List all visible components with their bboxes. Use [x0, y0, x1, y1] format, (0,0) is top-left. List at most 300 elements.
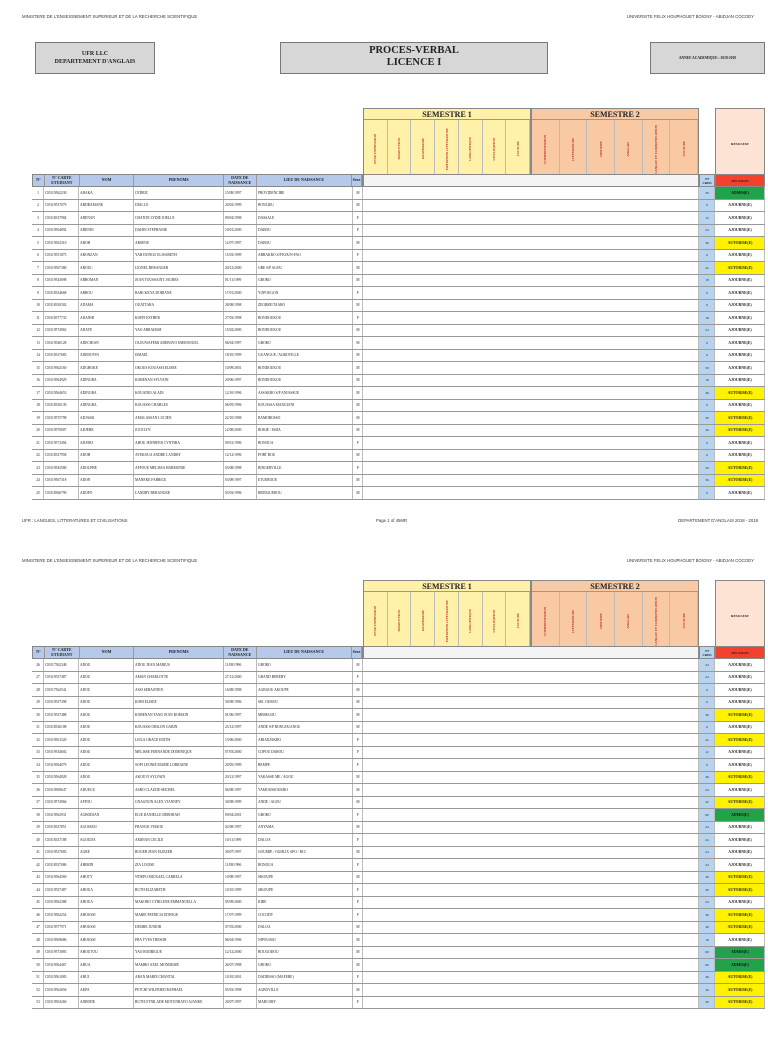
birth-date: 12/07/1997: [224, 237, 257, 249]
decision-badge: AJOURNE(E): [715, 659, 765, 671]
student-name: ADON: [79, 475, 134, 487]
total-credits: 18: [699, 375, 715, 387]
grades-cell: [363, 834, 699, 846]
table-row: [32, 834, 765, 847]
birth-date: 20/07/1997: [224, 997, 257, 1009]
birth-date: 06/05/1996: [224, 400, 257, 412]
decision-badge: AJOURNE(E): [715, 450, 765, 462]
birth-date: 09/01/1996: [224, 437, 257, 449]
student-sex: M: [353, 425, 363, 437]
student-card-number: CI0119564569: [44, 872, 79, 884]
birth-place: NIPOUSSO: [257, 934, 353, 946]
decision-badge: ADMIS(E): [715, 947, 765, 959]
semestre-1-header: SEMESTRE 1 UPNR EXPRESSION TRADUCTION GRAMMAIRE INITIATION LITTERATURE LINGUISTIQUE CIVILISATION CULTURE: [363, 108, 531, 178]
header-ministry: MINISTERE DE L'ENSEIGNEMENT SUPERIEUR ET DE LA RECHERCHE SCIENTIFIQUE: [22, 558, 198, 563]
birth-place: COPOU DAROU: [257, 747, 353, 759]
row-number: 6: [32, 250, 44, 262]
row-number: 48: [32, 934, 44, 946]
student-name: ADJOBI: [79, 437, 134, 449]
total-credits: 0: [699, 250, 715, 262]
decision-badge: AJOURNE(E): [715, 847, 765, 859]
student-sex: M: [353, 684, 363, 696]
subject-column: [435, 592, 459, 650]
row-number: 17: [32, 387, 44, 399]
student-sex: M: [353, 362, 363, 374]
student-name: ABROU: [79, 287, 134, 299]
student-name: ADINGRA: [79, 400, 134, 412]
student-sex: M: [353, 350, 363, 362]
student-firstnames: AMAN CHARLOTTE: [134, 672, 224, 684]
subject-column: [483, 592, 507, 650]
grades-cell: [363, 287, 699, 299]
grades-cell: [363, 400, 699, 412]
table-row: [32, 922, 765, 935]
student-card-number: CI0118334668: [44, 287, 79, 299]
student-firstnames: CEDRIC: [134, 187, 224, 199]
student-sex: M: [353, 784, 363, 796]
birth-date: 09/04/2001: [224, 809, 257, 821]
row-number: 39: [32, 822, 44, 834]
student-firstnames: KOBI ELISEE: [134, 697, 224, 709]
row-number: 37: [32, 797, 44, 809]
birth-place: AGBAOU AKOUPE: [257, 684, 353, 696]
decision-badge: AJOURNE(E): [715, 212, 765, 224]
decision-badge: AUTORISE(E): [715, 237, 765, 249]
student-firstnames: PETCHI WILFRIED RAPHAEL: [134, 984, 224, 996]
total-credits: 36: [699, 872, 715, 884]
student-sex: F: [353, 759, 363, 771]
student-firstnames: OUATTARA: [134, 300, 224, 312]
subject-label: LANGUE ET COMMUNICATION: [654, 596, 659, 646]
student-card-number: CI0119562160: [44, 362, 79, 374]
table-row: [32, 822, 765, 835]
student-firstnames: KOBENAN TANO JEAN ROMAIN: [134, 709, 224, 721]
footer-page: Page 1 of 45MR: [376, 518, 408, 523]
row-number: 15: [32, 362, 44, 374]
total-credits: 24: [699, 822, 715, 834]
decision-badge: AJOURNE(E): [715, 275, 765, 287]
student-sex: F: [353, 437, 363, 449]
student-firstnames: AMALASSAN LUCIEN: [134, 412, 224, 424]
total-credits: 60: [699, 809, 715, 821]
birth-place: MARCORY: [257, 997, 353, 1009]
table-row: [32, 947, 765, 960]
decision-badge: AJOURNE(E): [715, 250, 765, 262]
total-credits: 36: [699, 909, 715, 921]
student-sex: F: [353, 884, 363, 896]
student-card-number: CI0119569647: [44, 784, 79, 796]
table-row: [32, 859, 765, 872]
subject-column: [459, 592, 483, 650]
student-firstnames: RUTH OTNILADE MOTUNRAYO AJANKE: [134, 997, 224, 1009]
birth-date: 10/08/1997: [224, 872, 257, 884]
row-number: 35: [32, 772, 44, 784]
student-sex: M: [353, 487, 363, 499]
student-name: AHUA: [79, 959, 134, 971]
student-sex: F: [353, 997, 363, 1009]
total-credits: 36: [699, 984, 715, 996]
birth-place: YOPOUGON: [257, 287, 353, 299]
grades-cell: [363, 997, 699, 1009]
student-firstnames: AMINAN CECILE: [134, 834, 224, 846]
decision-badge: ADMIS(E): [715, 809, 765, 821]
subject-label: INITIATION LITTERATURE: [444, 599, 449, 643]
birth-place: BONDOUKOU: [257, 325, 353, 337]
birth-date: 25/12/1997: [224, 722, 257, 734]
birth-date: 20/02/1999: [224, 200, 257, 212]
total-credits: 36: [699, 997, 715, 1009]
birth-place: ABIADJAKRO: [257, 734, 353, 746]
birth-date: 05/03/1998: [224, 984, 257, 996]
subject-column: [388, 120, 412, 178]
student-name: AHOUA: [79, 884, 134, 896]
grades-cell: [363, 250, 699, 262]
student-sex: M: [353, 959, 363, 971]
grades-cell: [363, 337, 699, 349]
decision-badge: AUTORISE(E): [715, 997, 765, 1009]
student-sex: F: [353, 250, 363, 262]
student-card-number: CI0119543698: [44, 275, 79, 287]
student-card-number: CI0119562931: [44, 809, 79, 821]
row-number: 49: [32, 947, 44, 959]
table-row: [32, 387, 765, 400]
row-number: 14: [32, 350, 44, 362]
student-sex: F: [353, 859, 363, 871]
row-number: 5: [32, 237, 44, 249]
student-card-number: CI0118377733: [44, 312, 79, 324]
student-card-number: CI0119562388: [44, 897, 79, 909]
student-name: ADOU: [79, 759, 134, 771]
decision-badge: AJOURNE(E): [715, 897, 765, 909]
subject-column: [483, 120, 507, 178]
birth-date: 10/11/1999: [224, 834, 257, 846]
grades-cell: [363, 759, 699, 771]
total-credits: 24: [699, 659, 715, 671]
grades-cell: [363, 722, 699, 734]
student-name: ADGHOKE: [79, 362, 134, 374]
birth-date: 06/08/1997: [224, 784, 257, 796]
row-number: 24: [32, 475, 44, 487]
grades-cell: [363, 237, 699, 249]
grades-cell: [363, 659, 699, 671]
total-credits: 36: [699, 972, 715, 984]
birth-date: 20/12/1997: [224, 772, 257, 784]
row-number: 41: [32, 847, 44, 859]
table-row: [32, 487, 765, 500]
student-name: AKPA: [79, 984, 134, 996]
student-name: ADOU: [79, 672, 134, 684]
student-firstnames: KOUADIO ALAIN: [134, 387, 224, 399]
decision-badge: AJOURNE(E): [715, 375, 765, 387]
birth-place: YAKASSE ME / AGOU: [257, 772, 353, 784]
row-number: 52: [32, 984, 44, 996]
table-row: [32, 212, 765, 225]
decision-badge: AJOURNE(E): [715, 287, 765, 299]
table-body: [32, 187, 765, 500]
student-card-number: CI0119561320: [44, 734, 79, 746]
birth-date: 10/10/2001: [224, 972, 257, 984]
table-row: [32, 362, 765, 375]
birth-date: 27/03/1998: [224, 312, 257, 324]
row-number: 21: [32, 437, 44, 449]
birth-date: 18/10/1999: [224, 350, 257, 362]
birth-place: ZEGBRE/TAABO: [257, 300, 353, 312]
birth-date: 10/01/2000: [224, 225, 257, 237]
subject-label: LINGUISTIQUE: [468, 609, 473, 633]
birth-place: ANYAMA: [257, 822, 353, 834]
table-row: [32, 659, 765, 672]
student-firstnames: LIONEL BERANGER: [134, 262, 224, 274]
birth-date: 05/09/2000: [224, 897, 257, 909]
subject-label: TRADUCTION: [397, 138, 402, 160]
student-sex: M: [353, 697, 363, 709]
student-card-number: CI0119561083: [44, 972, 79, 984]
student-firstnames: ROGER JEAN ELIEZER: [134, 847, 224, 859]
row-number: 44: [32, 884, 44, 896]
student-firstnames: YAO ABRAHAM: [134, 325, 224, 337]
total-credits: 36: [699, 922, 715, 934]
table-row: [32, 897, 765, 910]
student-card-number: CI0118337683: [44, 350, 79, 362]
birth-place: DABOU: [257, 225, 353, 237]
student-sex: M: [353, 387, 363, 399]
student-card-number: CI0119570007: [44, 425, 79, 437]
grades-cell: [363, 200, 699, 212]
total-credits: 0: [699, 722, 715, 734]
table-row: [32, 759, 765, 772]
grades-cell: [363, 225, 699, 237]
grades-cell: [363, 387, 699, 399]
tt-cred-header: TT CRED: [699, 646, 715, 659]
total-credits: 30: [699, 362, 715, 374]
subject-label: COMPREHENSION: [543, 606, 548, 636]
student-name: ADOU: [79, 772, 134, 784]
total-credits: 36: [699, 475, 715, 487]
birth-place: AGBOVILLE: [257, 984, 353, 996]
student-name: ADJASSI: [79, 412, 134, 424]
total-credits: 6: [699, 684, 715, 696]
birth-place: GBORO: [257, 337, 353, 349]
student-card-number: CI0119537487: [44, 884, 79, 896]
student-name: ADOH: [79, 450, 134, 462]
student-firstnames: BARCKKYA DORIANE: [134, 287, 224, 299]
birth-place: GOUMIE / OGHLIX APO / RCI: [257, 847, 353, 859]
page-2: [0, 544, 768, 1056]
student-card-number: CI0119564892: [44, 225, 79, 237]
subject-column: [560, 592, 588, 650]
student-firstnames: CHANTE LYDIE JOELLE: [134, 212, 224, 224]
student-card-number: CI0119574963: [44, 325, 79, 337]
student-name: ADOLPHE: [79, 462, 134, 474]
grades-cell: [363, 872, 699, 884]
table-row: [32, 772, 765, 785]
grades-cell: [363, 822, 699, 834]
student-card-number: CI0119540128: [44, 337, 79, 349]
student-name: AHOUSSI: [79, 934, 134, 946]
student-firstnames: SOPI LEONIE MARIE LORRAINE: [134, 759, 224, 771]
student-name: AHOUSSI: [79, 909, 134, 921]
grades-cell: [363, 462, 699, 474]
total-credits: 36: [699, 387, 715, 399]
student-card-number: CI0119567380: [44, 262, 79, 274]
decision-badge: AUTORISE(E): [715, 462, 765, 474]
birth-place: SEL OUROU: [257, 697, 353, 709]
row-number: 29: [32, 697, 44, 709]
student-firstnames: OKOUS KOUASSI ELISEE: [134, 362, 224, 374]
decision-badge: AUTORISE(E): [715, 387, 765, 399]
decision-badge: AJOURNE(E): [715, 400, 765, 412]
table-row: [32, 734, 765, 747]
subject-label: CULTURE: [681, 613, 686, 629]
birth-date: 01/06/1997: [224, 709, 257, 721]
birth-date: 15/02/2000: [224, 325, 257, 337]
student-name: ADOU: [79, 747, 134, 759]
decision-badge: AJOURNE(E): [715, 225, 765, 237]
grades-cell: [363, 847, 699, 859]
student-card-number: CI0118337086: [44, 859, 79, 871]
total-credits: 30: [699, 462, 715, 474]
total-credits: 42: [699, 734, 715, 746]
student-sex: M: [353, 934, 363, 946]
grades-cell: [363, 672, 699, 684]
notes-subheader: [363, 174, 699, 187]
table-header: N° N° CARTE ETUDIANT NOM PRENOMS DATE DE NAISSANCE LIEU DE NAISSANCE Sexe: [32, 646, 363, 659]
row-number: 46: [32, 909, 44, 921]
decision-badge: AUTORISE(E): [715, 922, 765, 934]
total-credits: 12: [699, 747, 715, 759]
row-number: 13: [32, 337, 44, 349]
student-name: ABAKA: [79, 187, 134, 199]
total-credits: 12: [699, 212, 715, 224]
decision-badge: AJOURNE(E): [715, 672, 765, 684]
footer-department: DEPARTEMENT D'ANGLAIS 2018 - 2019: [678, 518, 758, 523]
student-name: ADOU: [79, 659, 134, 671]
grades-cell: [363, 859, 699, 871]
grades-cell: [363, 187, 699, 199]
grades-cell: [363, 934, 699, 946]
semestre-2-header: SEMESTRE 2 COMPREHENSION LITTERATURE HISTOIRE ANGLAIS LANGUE ET COMMUNICATION CULTURE: [531, 108, 699, 178]
birth-date: 30/08/1999: [224, 797, 257, 809]
student-firstnames: ZIA LOUISE: [134, 859, 224, 871]
student-sex: M: [353, 275, 363, 287]
student-sex: M: [353, 797, 363, 809]
table-row: [32, 872, 765, 885]
birth-place: BONDOUKOU: [257, 362, 353, 374]
birth-date: 13/06/2000: [224, 734, 257, 746]
total-credits: 0: [699, 400, 715, 412]
student-firstnames: KOBENAN SYLVAIN: [134, 375, 224, 387]
decision-header: DECISION: [715, 646, 765, 659]
birth-date: 11/08/1996: [224, 859, 257, 871]
student-name: ABDRAMANE: [79, 200, 134, 212]
table-row: [32, 809, 765, 822]
student-firstnames: KOFFI ESTHER: [134, 312, 224, 324]
decision-badge: AJOURNE(E): [715, 822, 765, 834]
row-number: 25: [32, 487, 44, 499]
birth-date: 15/08/1997: [224, 187, 257, 199]
total-credits: 36: [699, 425, 715, 437]
decision-badge: AJOURNE(E): [715, 362, 765, 374]
total-credits: 0: [699, 759, 715, 771]
header-university: UNIVERSITE FELIX HOUPHOUET BOIGNY - ABIDJAN COCODY: [626, 558, 754, 563]
birth-place: SIKOUPE: [257, 884, 353, 896]
birth-place: DADIESSO (MAFERE): [257, 972, 353, 984]
decision-badge: AUTORISE(E): [715, 709, 765, 721]
decision-badge: AJOURNE(E): [715, 300, 765, 312]
birth-place: SIKOUPE: [257, 872, 353, 884]
student-card-number: CI0119564467: [44, 959, 79, 971]
student-sex: M: [353, 772, 363, 784]
table-row: [32, 784, 765, 797]
grades-cell: [363, 362, 699, 374]
student-sex: F: [353, 734, 363, 746]
student-name: ADOU: [79, 684, 134, 696]
decision-badge: AJOURNE(E): [715, 759, 765, 771]
total-credits: 0: [699, 287, 715, 299]
birth-date: 20/05/1999: [224, 759, 257, 771]
birth-place: PORT BOU: [257, 450, 353, 462]
decision-badge: AJOURNE(E): [715, 312, 765, 324]
student-card-number: CI0119534602: [44, 747, 79, 759]
grades-cell: [363, 884, 699, 896]
table-body: [32, 659, 765, 1009]
total-credits: 6: [699, 300, 715, 312]
total-credits: 0: [699, 200, 715, 212]
student-sex: F: [353, 834, 363, 846]
student-firstnames: AKOUVI SYLVAIN: [134, 772, 224, 784]
grades-cell: [363, 947, 699, 959]
student-firstnames: LANDRY BERANGER: [134, 487, 224, 499]
subject-column: [670, 120, 698, 178]
grades-cell: [363, 262, 699, 274]
row-number: 23: [32, 462, 44, 474]
birth-date: 16/08/1998: [224, 684, 257, 696]
student-card-number: CI0119564928: [44, 772, 79, 784]
student-name: ADOU: [79, 734, 134, 746]
row-number: 32: [32, 734, 44, 746]
birth-date: 12/08/2000: [224, 425, 257, 437]
birth-place: PROVIDENCIRE: [257, 187, 353, 199]
grades-cell: [363, 375, 699, 387]
student-card-number: CI0118337958: [44, 450, 79, 462]
birth-place: COCODY: [257, 909, 353, 921]
grades-cell: [363, 984, 699, 996]
student-sex: M: [353, 450, 363, 462]
birth-date: 11/08/1996: [224, 659, 257, 671]
student-card-number: CI0119537488: [44, 709, 79, 721]
student-card-number: CI0117562348: [44, 659, 79, 671]
subject-label: INITIATION LITTERATURE: [444, 127, 449, 171]
grades-cell: [363, 922, 699, 934]
row-number: 2: [32, 200, 44, 212]
birth-place: DALOA: [257, 834, 353, 846]
decision-badge: AJOURNE(E): [715, 859, 765, 871]
student-firstnames: ASRO CLAUDE-MICHEL: [134, 784, 224, 796]
grades-cell: [363, 325, 699, 337]
student-name: AHOUTOU: [79, 947, 134, 959]
subject-label: TRADUCTION: [397, 610, 402, 632]
ufr-box: UFR LLC DEPARTEMENT D'ANGLAIS: [35, 42, 155, 74]
row-number: 3: [32, 212, 44, 224]
birth-date: 17/01/2000: [224, 287, 257, 299]
birth-date: 02/08/1997: [224, 822, 257, 834]
student-name: ABOH: [79, 237, 134, 249]
student-card-number: CI0119564079: [44, 759, 79, 771]
row-number: 31: [32, 722, 44, 734]
student-card-number: CI0119537487: [44, 672, 79, 684]
student-firstnames: JOCELYN: [134, 425, 224, 437]
table-row: [32, 400, 765, 413]
